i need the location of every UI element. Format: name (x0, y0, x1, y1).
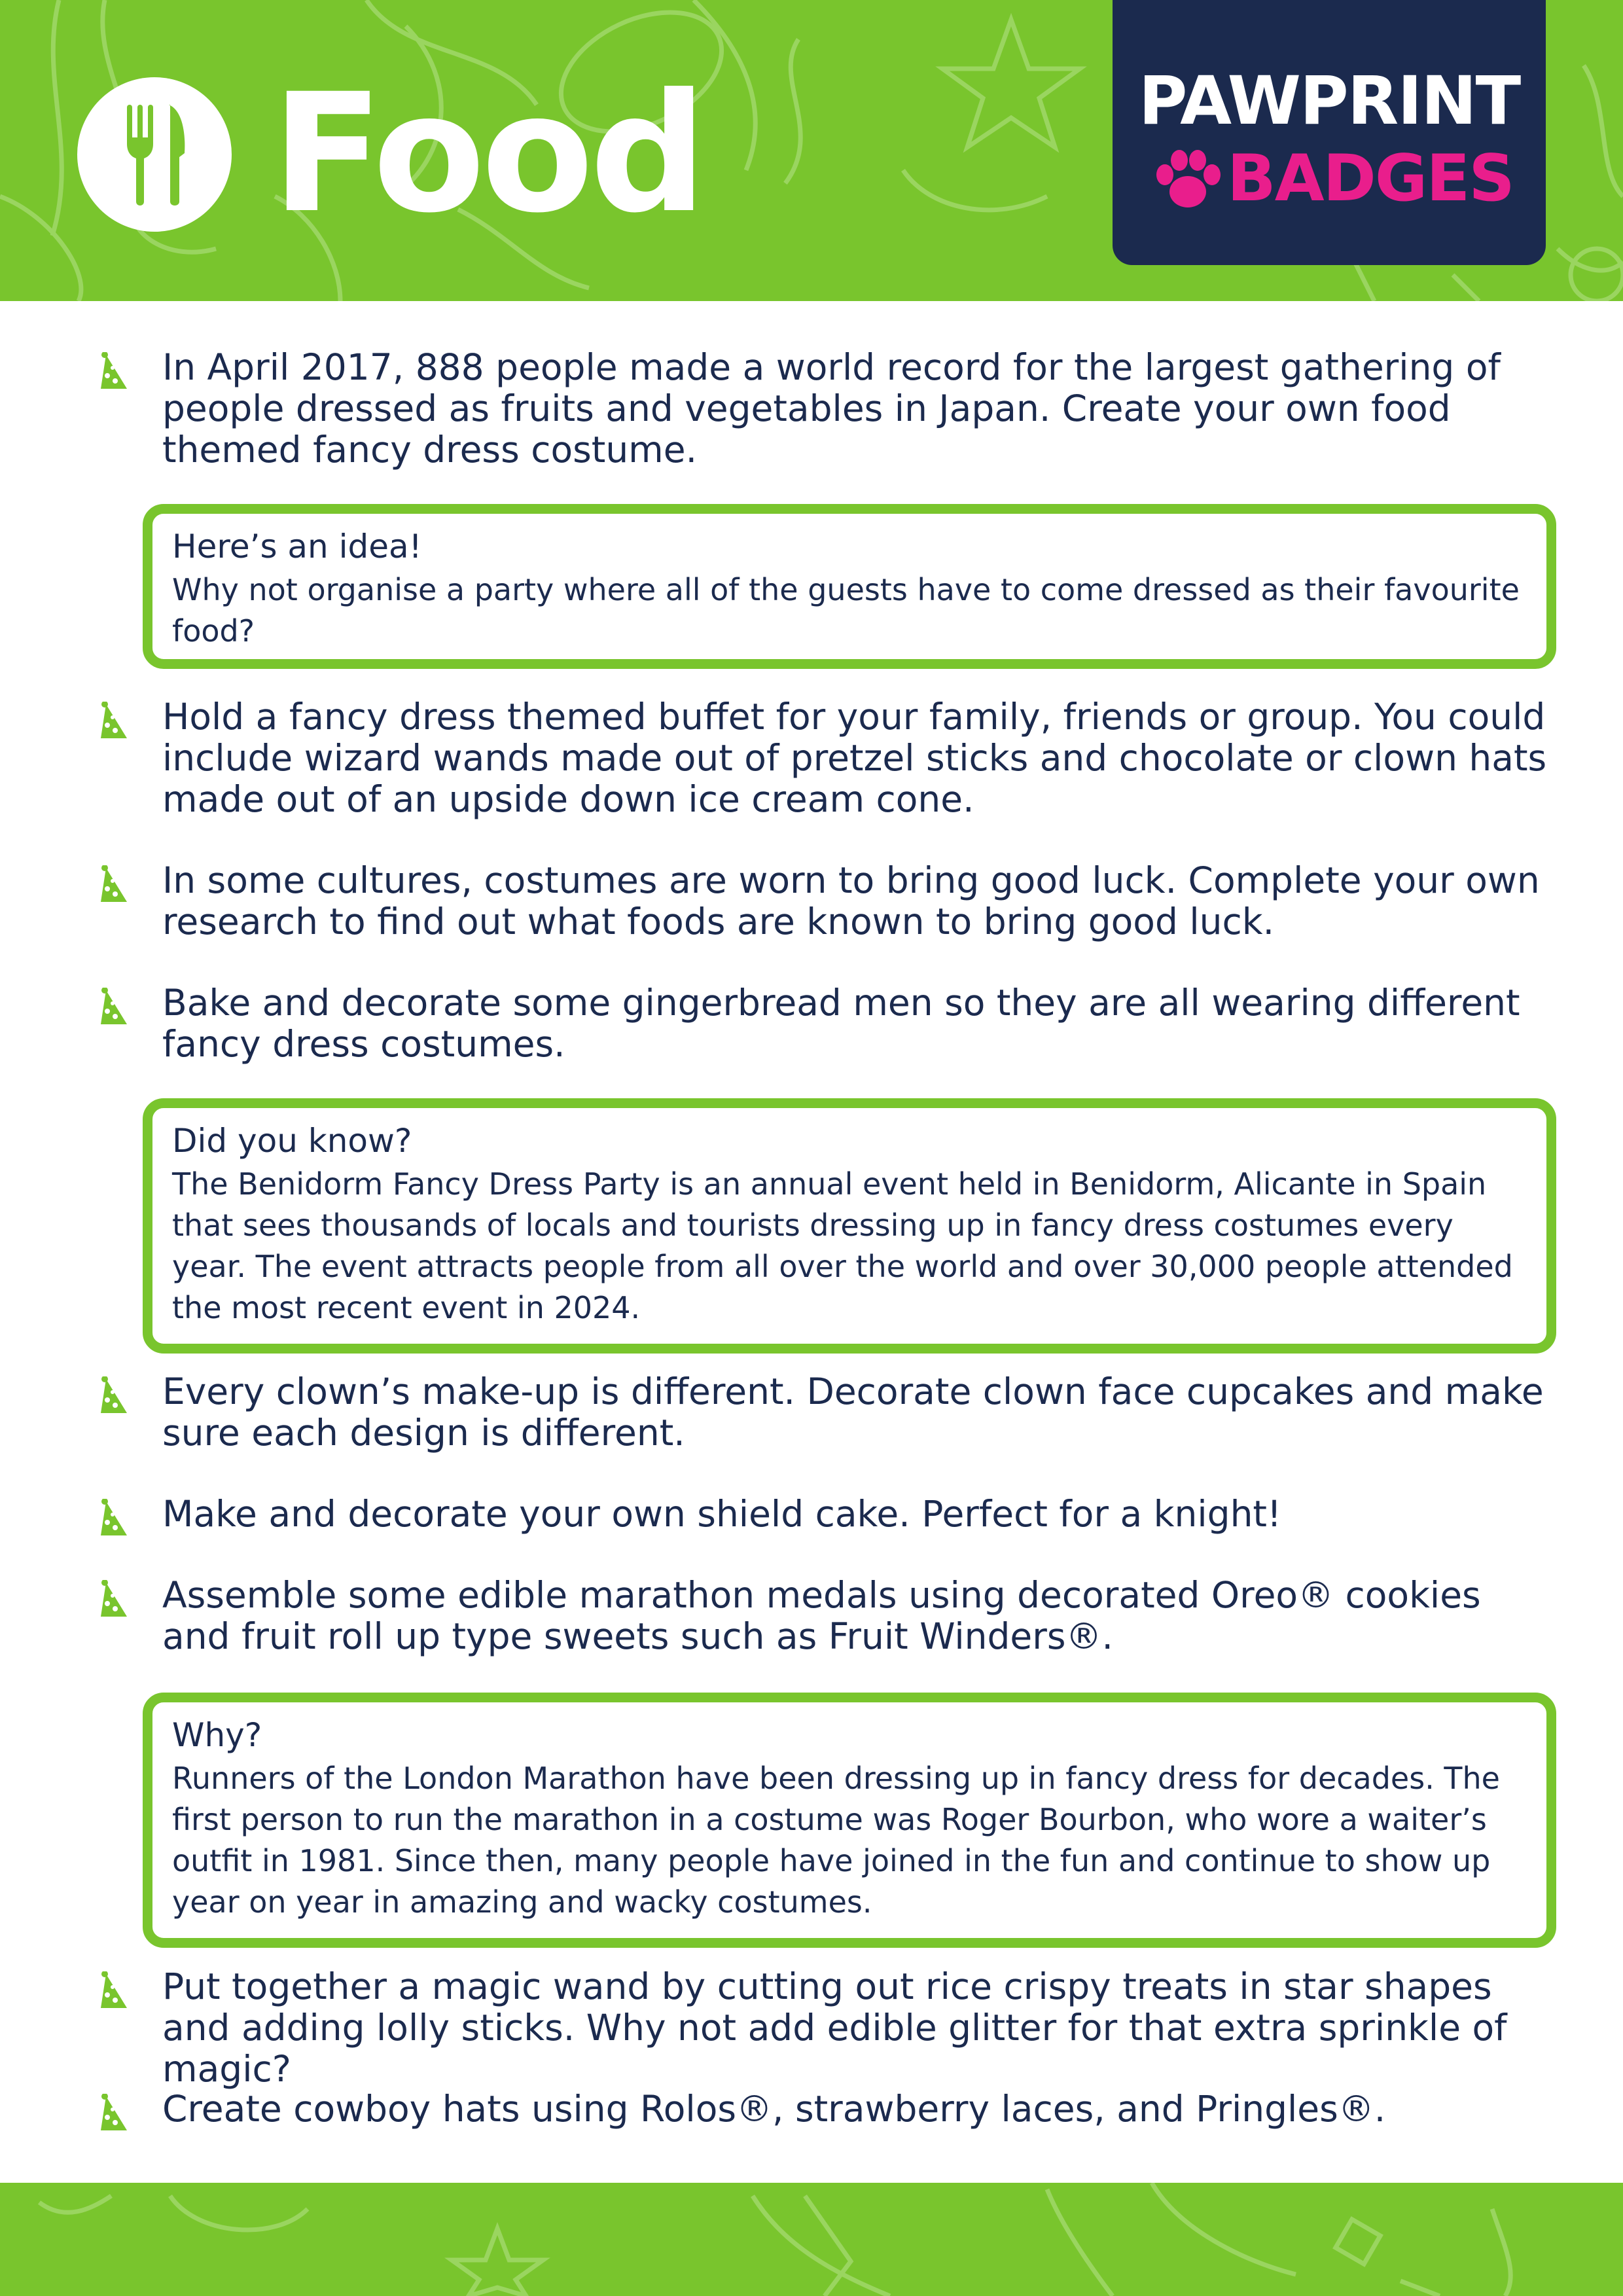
page-title: Food (272, 58, 704, 249)
party-hat-icon (98, 352, 131, 393)
info-box-why (143, 1693, 1556, 1948)
logo-text-badges: BADGES (1227, 141, 1514, 216)
party-hat-icon (98, 988, 131, 1028)
list-item-text: Assemble some edible marathon medals using decorated Oreo® cookies and fruit roll up type sweets such as Fruit Winders®. (162, 1574, 1481, 1657)
info-box-idea (143, 504, 1556, 669)
info-box-title: Here’s an idea! (172, 528, 422, 565)
info-box-did-you-know (143, 1098, 1556, 1354)
info-box-title: Why? (172, 1716, 262, 1754)
info-box-title: Did you know? (172, 1122, 412, 1160)
list-item-text: Every clown’s make-up is different. Decorate clown face cupcakes and make sure each design is different. (162, 1371, 1544, 1454)
footer-doodle-pattern (0, 2183, 1623, 2296)
list-item-text: Bake and decorate some gingerbread men so they are all wearing different fancy dress costumes. (162, 982, 1520, 1065)
party-hat-icon (98, 1580, 131, 1621)
info-box-body: Why not organise a party where all of the guests have to come dressed as their favourite food? (172, 572, 1520, 649)
list-item-text: Make and decorate your own shield cake. Perfect for a knight! (162, 1493, 1282, 1535)
party-hat-icon (98, 2094, 131, 2134)
list-item-text: Hold a fancy dress themed buffet for your family, friends or group. You could include wizard wands made out of pretzel sticks and chocolate or clown hats made out of an upside down ice cream cone. (162, 696, 1547, 820)
logo-text-pawprint: PAWPRINT (1138, 62, 1520, 140)
party-hat-icon (98, 1499, 131, 1539)
list-item-text: Put together a magic wand by cutting out rice crispy treats in star shapes and adding lolly sticks. Why not add edible glitter for that extra sprinkle of magic? (162, 1965, 1507, 2090)
info-box-body: The Benidorm Fancy Dress Party is an annual event held in Benidorm, Alicante in Spain that sees thousands of locals and tourists dressing up in fancy dress costumes every year. The event attracts people from all over the world and over 30,000 people attended the most recent event in 2024. (172, 1166, 1513, 1325)
info-box-body: Runners of the London Marathon have been dressing up in fancy dress for decades. The first person to run the marathon in a costume was Roger Bourbon, who wore a waiter’s outfit in 1981. Since then, many people have joined in the fun and continue to show up year on year in amazing and wacky costumes. (172, 1761, 1500, 1920)
list-item-text: In some cultures, costumes are worn to bring good luck. Complete your own research to find out what foods are known to bring good luck. (162, 859, 1540, 942)
list-item-text: In April 2017, 888 people made a world record for the largest gathering of people dressed as fruits and vegetables in Japan. Create your own food themed fancy dress costume. (162, 346, 1501, 471)
party-hat-icon (98, 865, 131, 906)
party-hat-icon (98, 702, 131, 742)
party-hat-icon (98, 1971, 131, 2012)
list-item-text: Create cowboy hats using Rolos®, strawberry laces, and Pringles®. (162, 2088, 1386, 2130)
footer-banner (0, 2183, 1623, 2296)
party-hat-icon (98, 1376, 131, 1417)
